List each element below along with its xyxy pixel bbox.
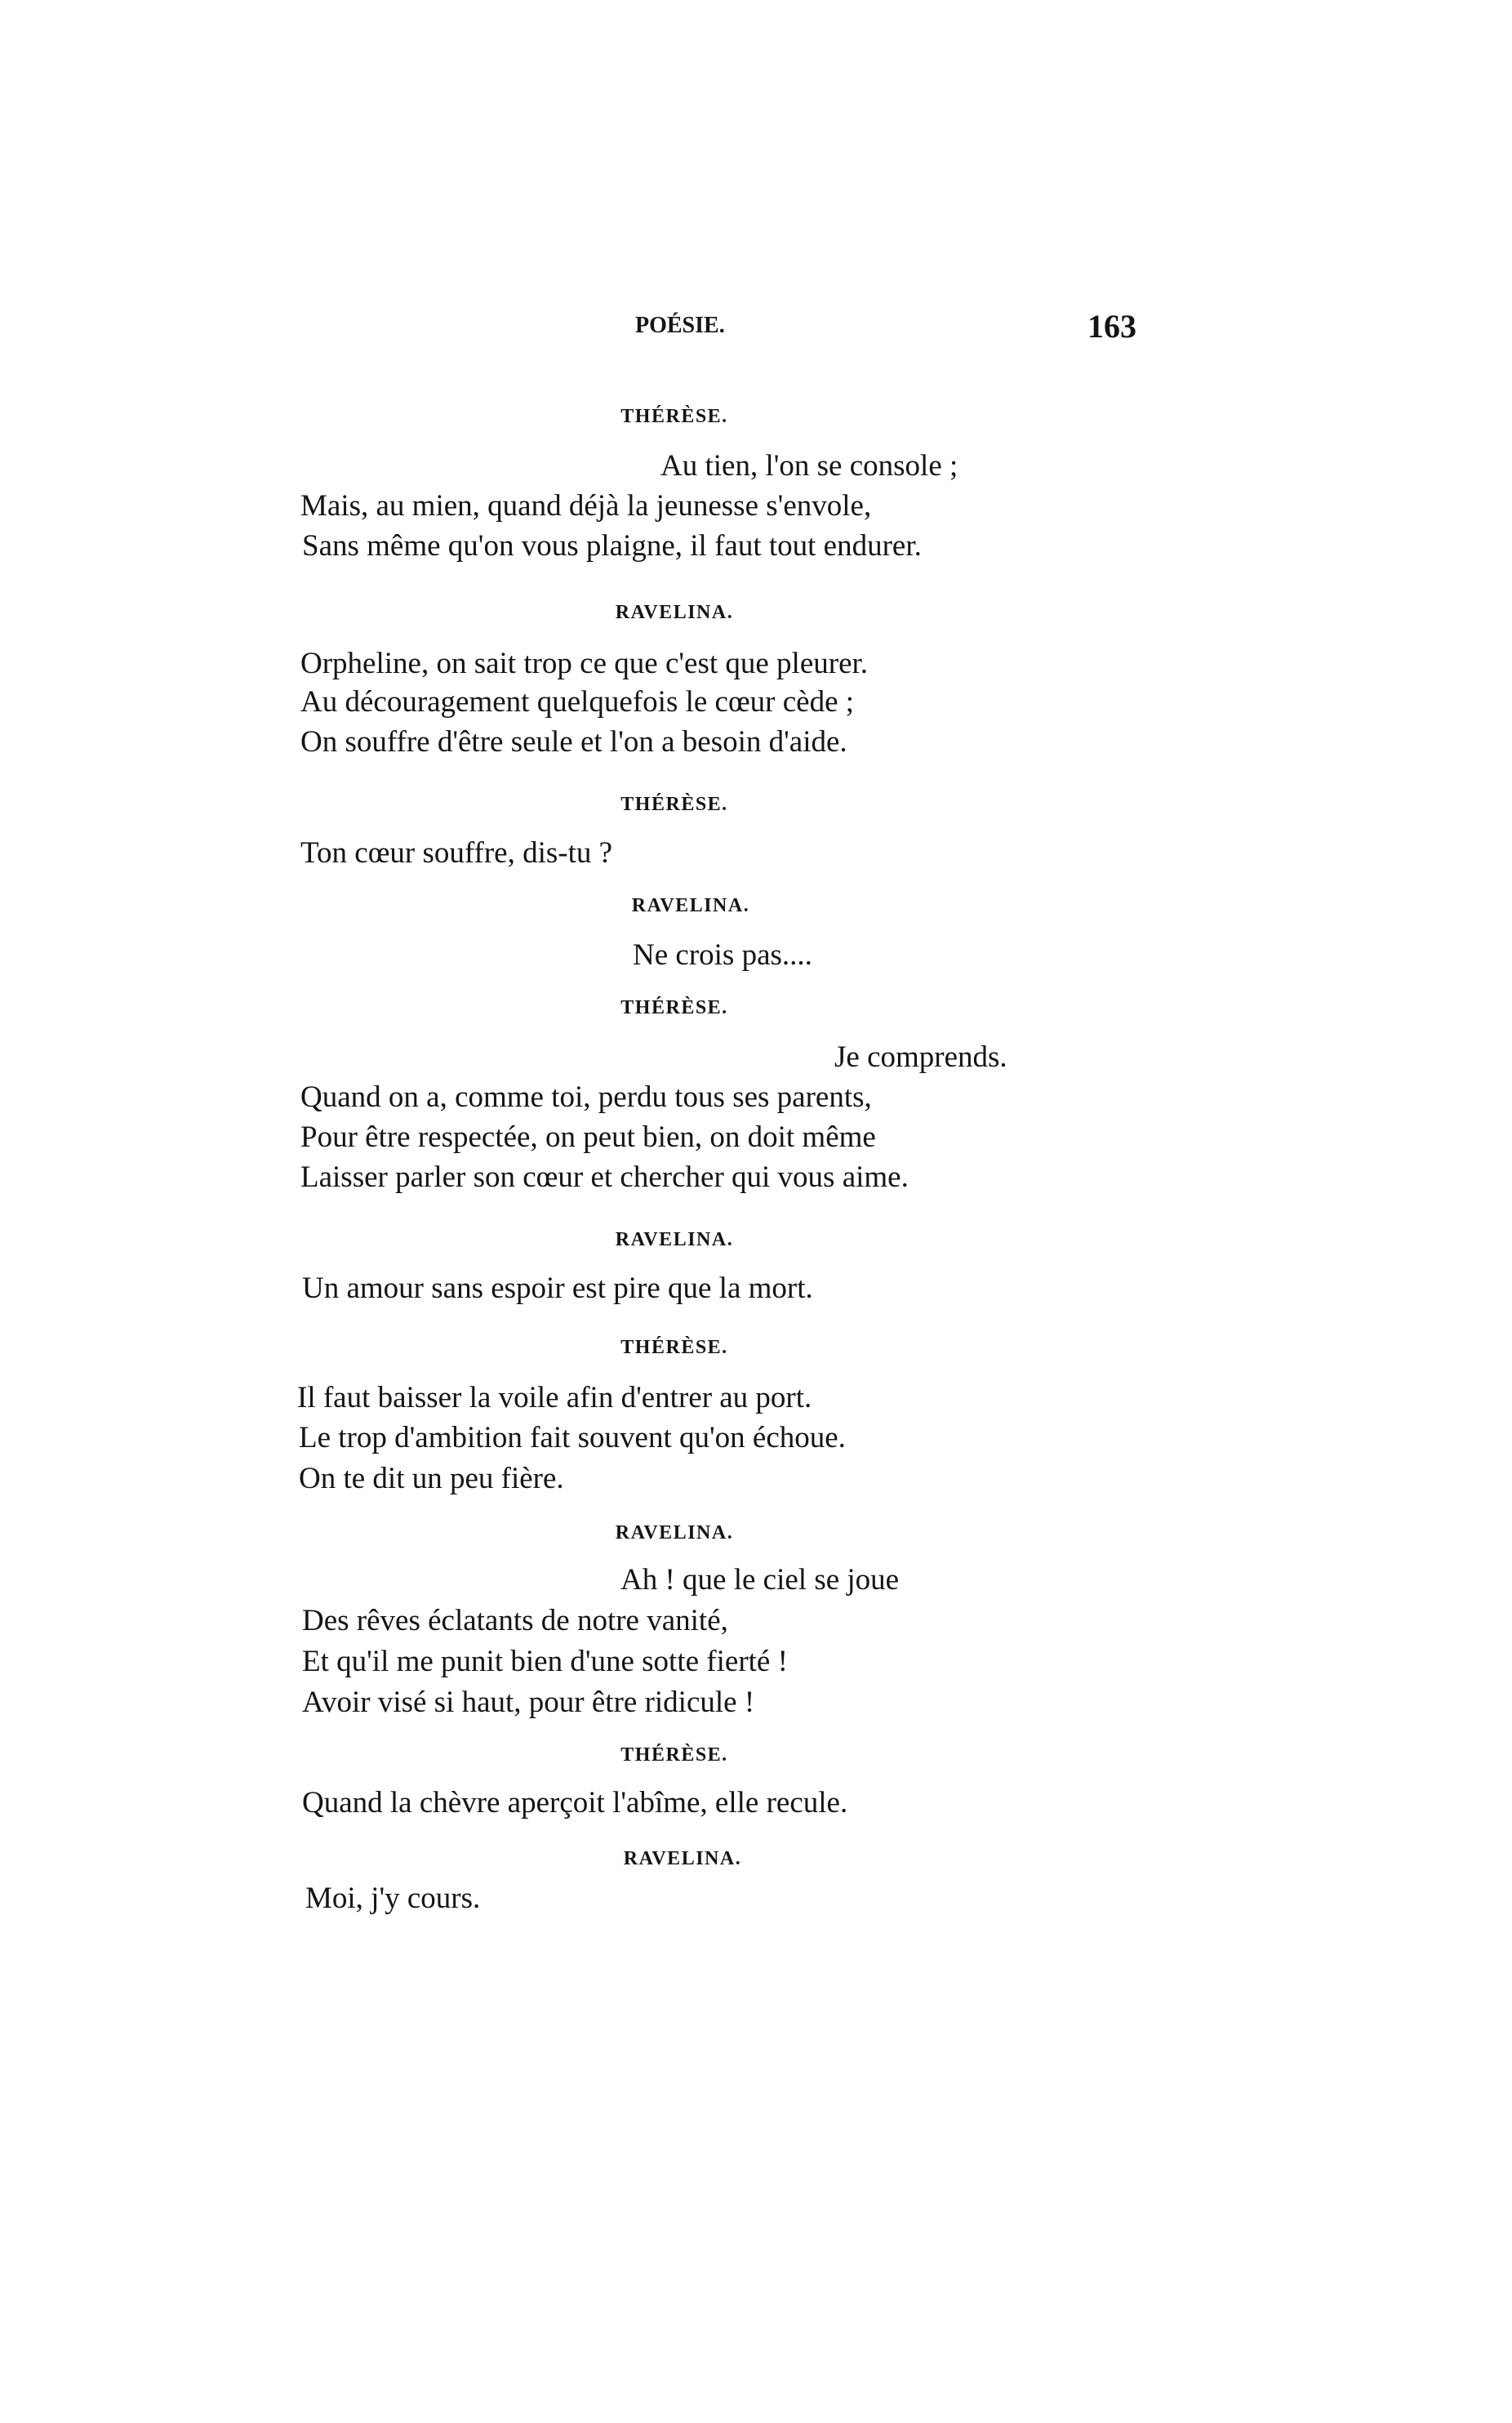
verse-line: Il faut baisser la voile afin d'entrer au port. xyxy=(297,1381,812,1414)
verse-line: Orpheline, on sait trop ce que c'est que pleurer. xyxy=(300,647,869,680)
verse-line: Quand la chèvre aperçoit l'abîme, elle recule. xyxy=(302,1786,848,1819)
verse-line: Je comprends. xyxy=(834,1040,1007,1074)
verse-line: Au tien, l'on se console ; xyxy=(660,449,958,483)
verse-line: Au découragement quelquefois le cœur cède ; xyxy=(300,685,855,719)
verse-line: Mais, au mien, quand déjà la jeunesse s'envole, xyxy=(300,489,872,523)
verse-line: Ah ! que le ciel se joue xyxy=(620,1563,900,1597)
speaker-label: RAVELINA. xyxy=(623,1848,742,1869)
verse-line: Ne crois pas.... xyxy=(633,938,812,972)
speaker-label: RAVELINA. xyxy=(615,1229,734,1250)
verse-line: On souffre d'être seule et l'on a besoin d'aide. xyxy=(300,725,847,759)
speaker-label: RAVELINA. xyxy=(615,602,734,623)
verse-line: Des rêves éclatants de notre vanité, xyxy=(302,1604,728,1637)
verse-line: Pour être respectée, on peut bien, on doit même xyxy=(300,1120,876,1154)
verse-line: Laisser parler son cœur et chercher qui vous aime. xyxy=(300,1160,909,1194)
verse-line: Et qu'il me punit bien d'une sotte fierté ! xyxy=(302,1645,788,1678)
verse-line: Sans même qu'on vous plaigne, il faut tout endurer. xyxy=(302,529,922,563)
verse-line: Le trop d'ambition fait souvent qu'on échoue. xyxy=(299,1421,846,1454)
verse-line: Ton cœur souffre, dis-tu ? xyxy=(300,836,613,870)
speaker-label: THÉRÈSE. xyxy=(620,997,728,1018)
speaker-label: THÉRÈSE. xyxy=(620,406,728,427)
running-title: POÉSIE. xyxy=(635,313,725,338)
verse-line: Avoir visé si haut, pour être ridicule ! xyxy=(302,1686,755,1719)
speaker-label: THÉRÈSE. xyxy=(620,794,728,815)
verse-line: Moi, j'y cours. xyxy=(305,1882,481,1915)
speaker-label: THÉRÈSE. xyxy=(620,1744,728,1766)
speaker-label: THÉRÈSE. xyxy=(620,1337,728,1358)
speaker-label: RAVELINA. xyxy=(631,895,750,916)
verse-line: Quand on a, comme toi, perdu tous ses parents, xyxy=(300,1080,872,1114)
verse-line: Un amour sans espoir est pire que la mort. xyxy=(302,1272,813,1305)
verse-line: On te dit un peu fière. xyxy=(299,1462,564,1495)
page-number: 163 xyxy=(1087,308,1136,345)
speaker-label: RAVELINA. xyxy=(615,1522,734,1543)
